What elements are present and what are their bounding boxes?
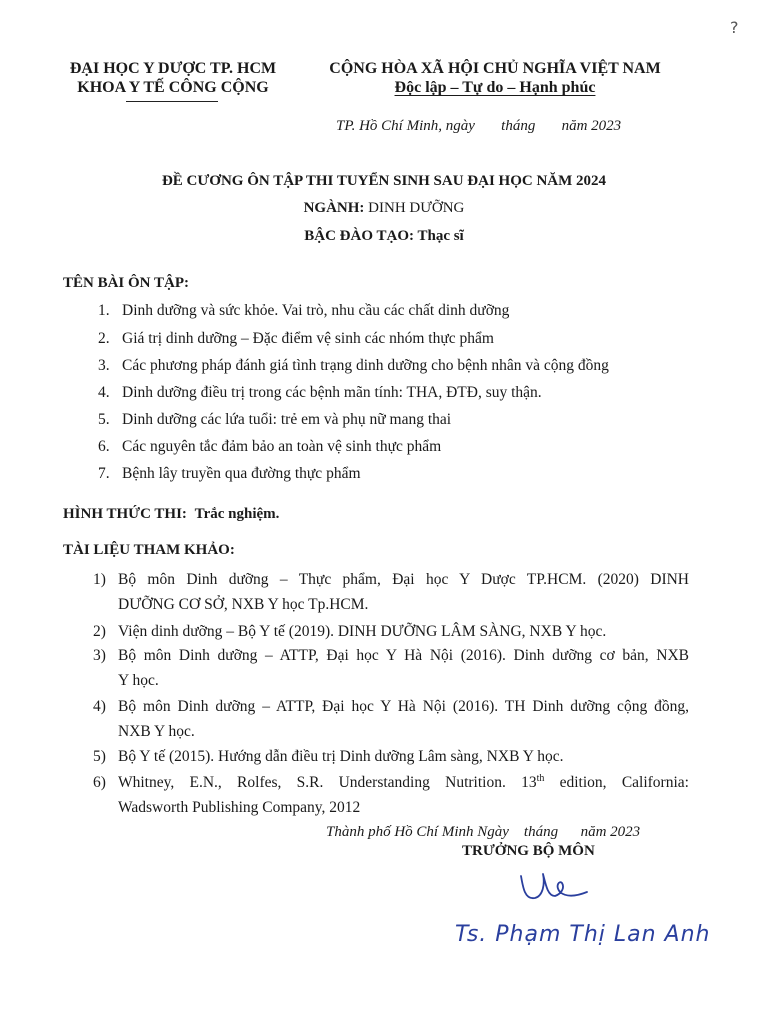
major-label: NGÀNH: <box>303 200 365 216</box>
topic-item: 2. Giá trị dinh dưỡng – Đặc điểm vệ sinh các nhóm thực phẩm <box>98 330 494 347</box>
topics-heading: TÊN BÀI ÔN TẬP: <box>63 275 189 291</box>
handwritten-signature <box>515 866 595 914</box>
header-left-underline <box>126 101 218 102</box>
level-label: BẬC ĐÀO TẠO: <box>304 228 414 244</box>
national-motto-text: Độc lập – Tự do – Hạnh phúc <box>394 79 596 96</box>
document-title: ĐỀ CƯƠNG ÔN TẬP THI TUYỂN SINH SAU ĐẠI HỌC NĂM 2024 <box>161 173 607 189</box>
topic-item: 4. Dinh dưỡng điều trị trong các bệnh mãn tính: THA, ĐTĐ, suy thận. <box>98 384 542 401</box>
major-value: DINH DƯỠNG <box>368 200 465 216</box>
signature-place-date: Thành phố Hồ Chí Minh Ngày tháng năm 2023 <box>326 824 641 840</box>
handwritten-name: Ts. Phạm Thị Lan Anh <box>455 922 711 947</box>
exam-format <box>63 506 279 523</box>
page-mark: ? <box>730 18 739 37</box>
topic-item: 6. Các nguyên tắc đảm bảo an toàn vệ sinh thực phẩm <box>98 438 442 455</box>
date-line: TP. Hồ Chí Minh, ngày tháng năm 2023 <box>336 118 622 134</box>
topic-item: 1. Dinh dưỡng và sức khỏe. Vai trò, nhu cầu các chất dinh dưỡng <box>98 302 510 319</box>
topic-item: 3. Các phương pháp đánh giá tình trạng dinh dưỡng cho bệnh nhân và cộng đồng <box>98 357 609 374</box>
country-name: CỘNG HÒA XÃ HỘI CHỦ NGHĨA VIỆT NAM <box>329 60 661 77</box>
references-heading: TÀI LIỆU THAM KHẢO: <box>63 542 235 558</box>
signature-role: TRƯỞNG BỘ MÔN <box>462 843 595 859</box>
faculty-name <box>48 79 298 97</box>
faculty-name-text: KHOA Y TẾ CÔNG CỘNG <box>77 79 269 96</box>
major-line <box>0 200 768 217</box>
level-line <box>0 228 768 245</box>
exam-format-label: HÌNH THỨC THI: <box>63 506 187 522</box>
exam-format-value: Trắc nghiệm. <box>194 506 280 522</box>
topic-item: 5. Dinh dưỡng các lứa tuổi: trẻ em và phụ nữ mang thai <box>98 411 452 428</box>
national-motto <box>305 79 685 97</box>
level-value: Thạc sĩ <box>417 228 464 244</box>
topic-item: 7. Bệnh lây truyền qua đường thực phẩm <box>98 465 361 482</box>
university-name: ĐẠI HỌC Y DƯỢC TP. HCM <box>69 60 277 77</box>
